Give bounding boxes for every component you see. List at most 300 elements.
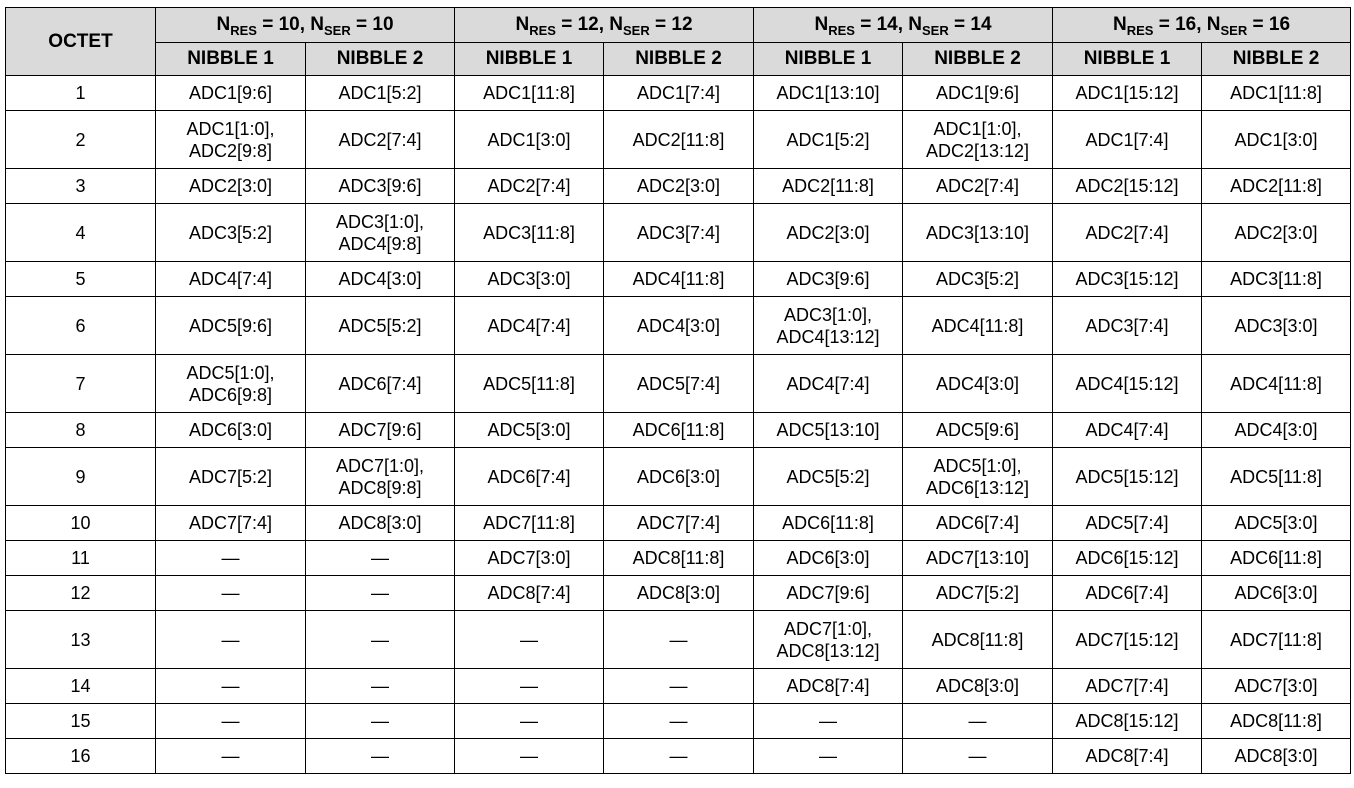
nibble-cell xyxy=(1202,355,1351,413)
cell-text: ADC3[9:6] xyxy=(338,176,422,196)
nibble-1-header: NIBBLE 1 xyxy=(156,43,306,76)
table-body xyxy=(6,76,1351,774)
nibble-cell xyxy=(754,111,903,169)
nibble-cell xyxy=(903,448,1053,506)
nibble-cell xyxy=(455,541,604,576)
cell-text: ADC6[7:4] xyxy=(338,373,422,394)
subscript-label: SER xyxy=(324,22,351,38)
header-text: = xyxy=(854,14,877,35)
cell-text: ADC5[7:4] xyxy=(636,373,721,394)
nibble-cell xyxy=(1202,739,1351,774)
header-text: = xyxy=(256,14,279,35)
subscript-label: RES xyxy=(230,22,257,38)
nibble-cell xyxy=(903,704,1053,739)
cell-text: ADC4[7:4] xyxy=(487,315,571,336)
nibble-cell xyxy=(754,611,903,669)
cell-text: — xyxy=(520,676,538,696)
cell-text: ADC3[11:8] xyxy=(1230,269,1322,289)
cell-text: ADC3[5:2] xyxy=(188,222,273,243)
nibble-cell xyxy=(604,448,754,506)
nibble-cell xyxy=(1053,262,1202,297)
cell-text: — xyxy=(669,746,688,766)
nibble-cell xyxy=(1202,541,1351,576)
cell-text: ADC8[7:4] xyxy=(786,676,870,696)
header-text: N xyxy=(1206,14,1221,35)
nibble-1-header: NIBBLE 1 xyxy=(1053,43,1202,76)
cell-text: ADC1[5:2] xyxy=(338,83,422,103)
cell-text: ADC5[7:4] xyxy=(1085,513,1169,533)
cell-text: — xyxy=(371,746,389,766)
subscript-label: RES xyxy=(529,22,556,38)
nibble-cell xyxy=(455,262,604,297)
cell-text: ADC4[7:4] xyxy=(188,269,273,289)
nibble-cell xyxy=(1053,355,1202,413)
octet-cell: 9 xyxy=(6,448,156,506)
cell-text: ADC8[11:8] xyxy=(931,629,1024,650)
cell-text: ADC7[3:0] xyxy=(1234,676,1318,696)
nibble-cell xyxy=(156,576,306,611)
cell-text: ADC8[13:12] xyxy=(776,640,880,661)
table-row xyxy=(6,262,1351,297)
header-text: N xyxy=(908,14,923,35)
nibble-cell xyxy=(604,76,754,111)
cell-text: — xyxy=(520,711,538,731)
nibble-cell xyxy=(604,297,754,355)
header-text: = xyxy=(555,14,578,35)
nibble-cell xyxy=(754,169,903,204)
cell-text: ADC7[15:12] xyxy=(1075,629,1179,650)
cell-text: ADC6[11:8] xyxy=(632,420,725,440)
cell-text: ADC1[9:6] xyxy=(188,83,273,103)
group-header xyxy=(455,8,754,43)
nibble-cell xyxy=(306,355,455,413)
nibble-cell xyxy=(156,739,306,774)
nibble-cell xyxy=(156,611,306,669)
octet-cell: 11 xyxy=(6,541,156,576)
header-text: 10 xyxy=(372,14,394,35)
cell-text: ADC1[13:10] xyxy=(776,83,880,103)
table-row xyxy=(6,669,1351,704)
group-header xyxy=(1053,8,1351,43)
cell-text: ADC4[7:4] xyxy=(1085,420,1169,440)
cell-text: — xyxy=(669,629,688,650)
nibble-cell xyxy=(455,669,604,704)
header-text: = xyxy=(1247,14,1269,35)
nibble-cell xyxy=(754,262,903,297)
cell-text: ADC6[11:8] xyxy=(782,513,874,533)
cell-text: ADC5[5:2] xyxy=(338,315,422,336)
nibble-cell xyxy=(903,541,1053,576)
table-row xyxy=(6,704,1351,739)
nibble-cell xyxy=(1202,413,1351,448)
cell-text: ADC7[5:2] xyxy=(188,466,273,487)
cell-text: ADC1[7:4] xyxy=(1085,129,1169,150)
header-text: N xyxy=(515,14,530,35)
octet-cell: 10 xyxy=(6,506,156,541)
cell-text: ADC3[7:4] xyxy=(636,222,721,243)
cell-text: — xyxy=(520,746,538,766)
nibble-cell xyxy=(306,611,455,669)
nibble-cell xyxy=(306,576,455,611)
table-row xyxy=(6,413,1351,448)
octet-cell: 2 xyxy=(6,111,156,169)
cell-text: ADC8[9:8] xyxy=(338,477,422,498)
table-row xyxy=(6,169,1351,204)
cell-text: ADC2[7:4] xyxy=(935,176,1020,196)
header-text: N xyxy=(216,14,231,35)
cell-text: ADC4[13:12] xyxy=(776,326,880,347)
cell-text: ADC7[13:10] xyxy=(925,548,1030,568)
nibble-cell xyxy=(604,262,754,297)
cell-text: — xyxy=(371,629,389,650)
header-text: 12 xyxy=(671,14,693,35)
nibble-cell xyxy=(455,355,604,413)
nibble-cell xyxy=(754,704,903,739)
cell-text: — xyxy=(968,711,987,731)
cell-text: ADC6[7:4] xyxy=(935,513,1020,533)
cell-text: ADC3[1:0], xyxy=(783,304,873,325)
cell-text: ADC1[15:12] xyxy=(1075,83,1179,103)
nibble-cell xyxy=(1202,611,1351,669)
nibble-cell xyxy=(903,111,1053,169)
nibble-cell xyxy=(156,506,306,541)
subscript-label: SER xyxy=(623,22,650,38)
nibble-cell xyxy=(156,541,306,576)
nibble-cell xyxy=(1053,111,1202,169)
cell-text: ADC3[3:0] xyxy=(1234,315,1318,336)
cell-text: ADC7[5:2] xyxy=(935,583,1020,603)
cell-text: ADC1[11:8] xyxy=(1230,83,1322,103)
header-text: , xyxy=(598,14,610,35)
cell-text: — xyxy=(221,746,240,766)
nibble-cell xyxy=(455,704,604,739)
nibble-cell xyxy=(604,541,754,576)
cell-text: ADC1[3:0] xyxy=(487,129,571,150)
cell-text: ADC4[15:12] xyxy=(1075,373,1179,394)
cell-text: ADC5[13:10] xyxy=(776,420,880,440)
nibble-cell xyxy=(754,506,903,541)
table-row xyxy=(6,111,1351,169)
nibble-cell xyxy=(1202,576,1351,611)
cell-text: ADC5[3:0] xyxy=(1234,513,1318,533)
nibble-cell xyxy=(754,76,903,111)
table-row xyxy=(6,541,1351,576)
nibble-cell xyxy=(1053,169,1202,204)
nibble-cell xyxy=(306,739,455,774)
octet-header: OCTET xyxy=(6,8,156,76)
cell-text: ADC7[11:8] xyxy=(483,513,575,533)
nibble-cell xyxy=(903,355,1053,413)
nibble-cell xyxy=(1202,669,1351,704)
octet-cell: 12 xyxy=(6,576,156,611)
table-row xyxy=(6,76,1351,111)
cell-text: ADC1[7:4] xyxy=(636,83,721,103)
cell-text: ADC2[3:0] xyxy=(636,176,721,196)
cell-text: ADC3[3:0] xyxy=(487,269,571,289)
nibble-cell xyxy=(455,76,604,111)
nibble-cell xyxy=(306,204,455,262)
cell-text: ADC3[5:2] xyxy=(935,269,1020,289)
nibble-cell xyxy=(604,704,754,739)
group-header xyxy=(156,8,455,43)
nibble-cell xyxy=(754,413,903,448)
octet-cell: 5 xyxy=(6,262,156,297)
nibble-cell xyxy=(604,355,754,413)
cell-text: ADC5[11:8] xyxy=(1230,466,1322,487)
octet-cell: 7 xyxy=(6,355,156,413)
nibble-cell xyxy=(1202,704,1351,739)
nibble-cell xyxy=(156,111,306,169)
nibble-cell xyxy=(306,669,455,704)
cell-text: ADC2[15:12] xyxy=(1075,176,1179,196)
nibble-2-header: NIBBLE 2 xyxy=(903,43,1053,76)
cell-text: ADC8[3:0] xyxy=(636,583,721,603)
nibble-cell xyxy=(604,576,754,611)
header-text: , xyxy=(897,14,909,35)
table-row xyxy=(6,506,1351,541)
cell-text: — xyxy=(371,676,389,696)
nibble-cell xyxy=(754,541,903,576)
octet-cell: 16 xyxy=(6,739,156,774)
cell-text: ADC2[3:0] xyxy=(1234,222,1318,243)
nibble-cell xyxy=(455,169,604,204)
cell-text: ADC3[11:8] xyxy=(483,222,575,243)
nibble-cell xyxy=(455,413,604,448)
cell-text: — xyxy=(520,629,538,650)
nibble-cell xyxy=(754,739,903,774)
cell-text: ADC6[9:8] xyxy=(188,384,273,405)
octet-cell: 1 xyxy=(6,76,156,111)
cell-text: ADC4[3:0] xyxy=(636,315,721,336)
cell-text: ADC8[11:8] xyxy=(1230,711,1322,731)
nibble-cell xyxy=(1053,739,1202,774)
nibble-cell xyxy=(1202,297,1351,355)
cell-text: — xyxy=(221,583,240,603)
cell-text: — xyxy=(819,711,837,731)
table-row xyxy=(6,448,1351,506)
nibble-cell xyxy=(903,611,1053,669)
cell-text: ADC4[7:4] xyxy=(786,373,870,394)
cell-text: ADC6[3:0] xyxy=(1234,583,1318,603)
header-text: 12 xyxy=(577,14,599,35)
cell-text: ADC5[9:6] xyxy=(188,315,273,336)
cell-text: ADC5[11:8] xyxy=(483,373,575,394)
cell-text: — xyxy=(371,583,389,603)
cell-text: ADC7[3:0] xyxy=(487,548,571,568)
table-row xyxy=(6,576,1351,611)
nibble-cell xyxy=(604,169,754,204)
header-text: 10 xyxy=(278,14,300,35)
cell-text: ADC5[15:12] xyxy=(1075,466,1179,487)
cell-text: ADC8[3:0] xyxy=(338,513,422,533)
nibble-1-header: NIBBLE 1 xyxy=(754,43,903,76)
subscript-label: SER xyxy=(1220,22,1248,38)
group-header xyxy=(754,8,1053,43)
cell-text: — xyxy=(221,676,240,696)
nibble-cell xyxy=(754,204,903,262)
nibble-cell xyxy=(1202,448,1351,506)
nibble-cell xyxy=(903,413,1053,448)
nibble-cell xyxy=(1053,611,1202,669)
cell-text: ADC6[13:12] xyxy=(925,477,1030,498)
nibble-cell xyxy=(1053,76,1202,111)
nibble-cell xyxy=(455,204,604,262)
table-row xyxy=(6,739,1351,774)
cell-text: — xyxy=(371,548,389,568)
cell-text: ADC6[7:4] xyxy=(1085,583,1169,603)
nibble-cell xyxy=(604,739,754,774)
nibble-cell xyxy=(306,169,455,204)
cell-text: ADC7[1:0], xyxy=(783,618,873,639)
cell-text: ADC8[3:0] xyxy=(935,676,1020,696)
nibble-cell xyxy=(754,297,903,355)
header-text: N xyxy=(609,14,624,35)
octet-cell: 15 xyxy=(6,704,156,739)
cell-text: — xyxy=(371,711,389,731)
octet-cell: 6 xyxy=(6,297,156,355)
nibble-cell xyxy=(1053,204,1202,262)
nibble-cell xyxy=(1053,413,1202,448)
nibble-cell xyxy=(604,111,754,169)
cell-text: ADC6[3:0] xyxy=(636,466,721,487)
cell-text: ADC5[9:6] xyxy=(935,420,1020,440)
cell-text: ADC2[11:8] xyxy=(1230,176,1322,196)
octet-cell: 14 xyxy=(6,669,156,704)
cell-text: ADC1[11:8] xyxy=(483,83,575,103)
nibble-cell xyxy=(604,413,754,448)
nibble-cell xyxy=(903,169,1053,204)
nibble-cell xyxy=(903,739,1053,774)
cell-text: — xyxy=(221,629,240,650)
table-row xyxy=(6,297,1351,355)
cell-text: ADC8[7:4] xyxy=(1085,746,1169,766)
nibble-cell xyxy=(306,541,455,576)
header-text: = xyxy=(350,14,373,35)
nibble-cell xyxy=(1053,541,1202,576)
nibble-cell xyxy=(455,739,604,774)
nibble-cell xyxy=(306,448,455,506)
nibble-cell xyxy=(156,297,306,355)
octet-cell: 4 xyxy=(6,204,156,262)
cell-text: ADC2[11:8] xyxy=(782,176,874,196)
nibble-cell xyxy=(604,506,754,541)
nibble-cell xyxy=(156,262,306,297)
cell-text: ADC5[1:0], xyxy=(933,455,1022,476)
nibble-2-header: NIBBLE 2 xyxy=(1202,43,1351,76)
nibble-cell xyxy=(306,506,455,541)
nibble-cell xyxy=(754,355,903,413)
cell-text: ADC3[9:6] xyxy=(786,269,870,289)
cell-text: ADC1[5:2] xyxy=(786,129,870,150)
nibble-cell xyxy=(306,704,455,739)
cell-text: ADC4[9:8] xyxy=(338,233,422,254)
cell-text: ADC3[13:10] xyxy=(925,222,1030,243)
cell-text: — xyxy=(221,711,240,731)
header-text: , xyxy=(1196,14,1207,35)
nibble-2-header: NIBBLE 2 xyxy=(306,43,455,76)
subscript-label: RES xyxy=(1126,22,1154,38)
cell-text: ADC4[11:8] xyxy=(931,315,1024,336)
nibble-cell xyxy=(156,704,306,739)
nibble-cell xyxy=(156,413,306,448)
nibble-cell xyxy=(604,611,754,669)
header-text: 16 xyxy=(1268,14,1291,35)
nibble-cell xyxy=(1202,169,1351,204)
table-header xyxy=(6,8,1351,76)
cell-text: — xyxy=(221,548,240,568)
cell-text: ADC7[7:4] xyxy=(636,513,721,533)
cell-text: ADC2[7:4] xyxy=(338,129,422,150)
table-row xyxy=(6,355,1351,413)
nibble-cell xyxy=(1202,76,1351,111)
cell-text: ADC3[15:12] xyxy=(1075,269,1179,289)
header-text: = xyxy=(948,14,971,35)
nibble-cell xyxy=(1053,669,1202,704)
header-text: N xyxy=(310,14,325,35)
cell-text: ADC8[7:4] xyxy=(487,583,571,603)
octet-cell: 3 xyxy=(6,169,156,204)
cell-text: ADC2[7:4] xyxy=(1085,222,1169,243)
octet-nibble-table xyxy=(5,7,1351,774)
nibble-cell xyxy=(903,669,1053,704)
cell-text: ADC7[7:4] xyxy=(1085,676,1169,696)
cell-text: ADC8[15:12] xyxy=(1075,711,1179,731)
cell-text: ADC4[11:8] xyxy=(632,269,725,289)
nibble-cell xyxy=(306,413,455,448)
cell-text: ADC6[7:4] xyxy=(487,466,571,487)
nibble-2-header: NIBBLE 2 xyxy=(604,43,754,76)
header-text: = xyxy=(1153,14,1176,35)
nibble-cell xyxy=(1053,506,1202,541)
cell-text: ADC5[5:2] xyxy=(786,466,870,487)
cell-text: ADC4[3:0] xyxy=(935,373,1020,394)
header-text: = xyxy=(649,14,672,35)
nibble-cell xyxy=(156,204,306,262)
cell-text: ADC5[1:0], xyxy=(186,362,275,383)
nibble-cell xyxy=(604,669,754,704)
cell-text: ADC2[9:8] xyxy=(188,140,273,161)
table-row xyxy=(6,204,1351,262)
cell-text: ADC5[3:0] xyxy=(487,420,571,440)
nibble-cell xyxy=(306,76,455,111)
cell-text: ADC7[9:6] xyxy=(338,420,422,440)
nibble-cell xyxy=(1053,704,1202,739)
cell-text: ADC2[3:0] xyxy=(786,222,870,243)
header-text: 16 xyxy=(1175,14,1197,35)
cell-text: ADC2[11:8] xyxy=(632,129,725,150)
nibble-cell xyxy=(156,76,306,111)
nibble-cell xyxy=(156,355,306,413)
nibble-cell xyxy=(455,297,604,355)
cell-text: — xyxy=(669,711,688,731)
cell-text: ADC1[9:6] xyxy=(935,83,1020,103)
nibble-cell xyxy=(903,506,1053,541)
nibble-cell xyxy=(1202,262,1351,297)
cell-text: ADC3[1:0], xyxy=(335,211,425,232)
cell-text: ADC3[7:4] xyxy=(1085,315,1169,336)
cell-text: ADC4[3:0] xyxy=(338,269,422,289)
header-text: , xyxy=(299,14,311,35)
nibble-cell xyxy=(1202,111,1351,169)
cell-text: ADC2[7:4] xyxy=(487,176,571,196)
nibble-cell xyxy=(754,576,903,611)
header-text: 14 xyxy=(876,14,898,35)
cell-text: ADC8[11:8] xyxy=(632,548,725,568)
nibble-cell xyxy=(604,204,754,262)
cell-text: ADC4[3:0] xyxy=(1234,420,1318,440)
nibble-cell xyxy=(156,169,306,204)
cell-text: ADC7[9:6] xyxy=(786,583,870,603)
